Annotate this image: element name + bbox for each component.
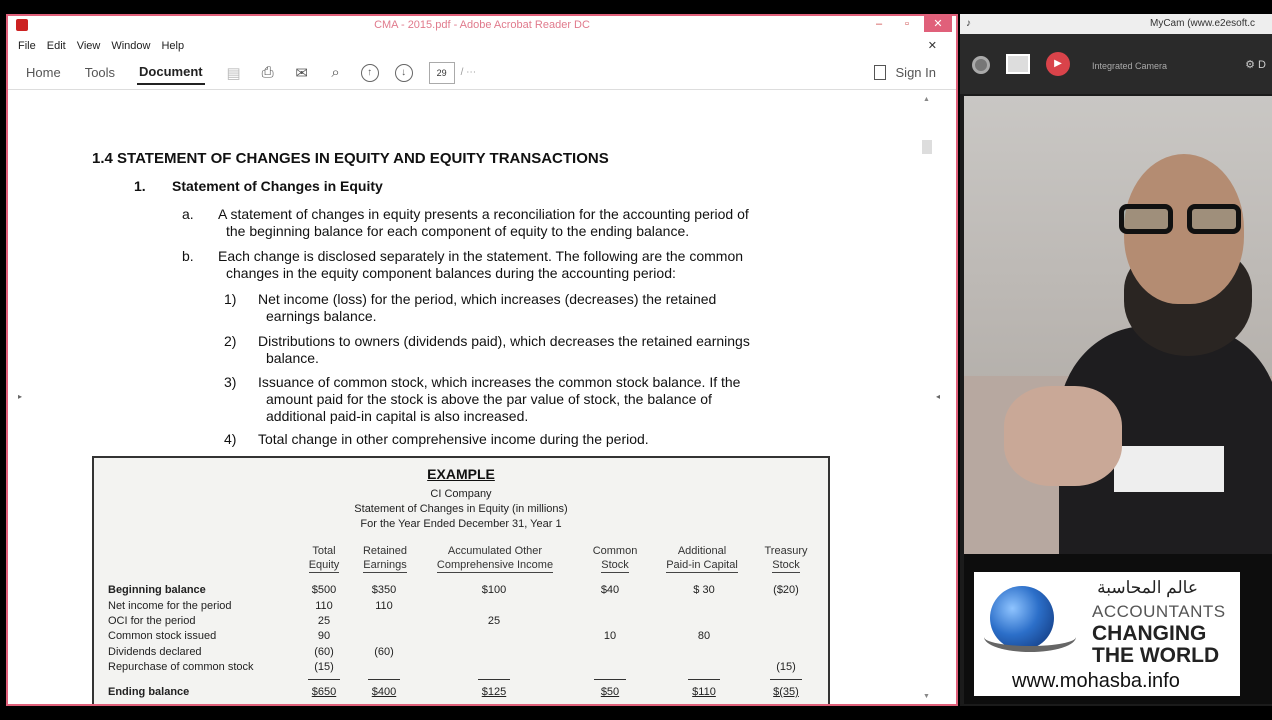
table-cell: $400 (371, 686, 397, 698)
subtotal-rule (770, 679, 802, 680)
table-cell: 110 (315, 600, 333, 612)
logo-url: www.mohasba.info (1012, 670, 1180, 692)
item-text-line: A statement of changes in equity presents a reconciliation for the accounting period of (218, 206, 749, 222)
subitem-text-line: balance. (266, 350, 319, 366)
table-cell: $ 30 (693, 584, 715, 596)
print-icon[interactable]: ⎙ (261, 64, 274, 81)
logo-line3: THE WORLD (1092, 644, 1220, 667)
page-up-icon[interactable]: ↑ (361, 64, 379, 82)
window-controls (868, 16, 952, 32)
save-icon[interactable]: ▤ (226, 64, 241, 82)
subitem-marker: 1) (224, 291, 237, 307)
subtotal-rule (688, 679, 720, 680)
toolbar (8, 56, 956, 90)
subitem-1 (224, 291, 824, 327)
mycam-titlebar (960, 14, 1272, 34)
presenter-glasses (1119, 204, 1245, 234)
close-icon[interactable]: ✕ (924, 16, 952, 32)
acrobat-titlebar (8, 16, 956, 36)
subitem-text-line: additional paid-in capital is also increased. (266, 408, 529, 424)
row-label: Net income for the period (108, 600, 232, 612)
table-cell: 80 (697, 630, 711, 642)
column-header: Total Equity (308, 545, 340, 571)
item-b (182, 248, 822, 284)
table-cell: 10 (603, 630, 617, 642)
row-label: Repurchase of common stock (108, 661, 254, 673)
table-cell: 110 (375, 600, 393, 612)
maximize-icon[interactable]: ▫ (905, 18, 909, 30)
table-cell: $650 (311, 686, 337, 698)
table-cell: (15) (776, 661, 796, 673)
table-cell: 25 (317, 615, 331, 627)
scroll-up-icon[interactable]: ▲ (923, 96, 930, 103)
example-box (92, 456, 830, 704)
tab-home[interactable]: Home (26, 65, 61, 80)
column-header: Additional Paid-in Capital (666, 545, 738, 571)
settings-icon[interactable]: ⚙ D (1245, 59, 1266, 71)
record-icon[interactable] (972, 56, 990, 74)
mycam-title: MyCam (www.e2esoft.c (1150, 18, 1256, 29)
row-label: Ending balance (108, 686, 190, 698)
mycam-toolbar (960, 34, 1272, 94)
subitem-marker: 2) (224, 333, 237, 349)
item-marker: a. (182, 206, 194, 222)
page-total: / ⋯ (460, 67, 477, 78)
presenter-hand (1004, 386, 1122, 486)
menu-bar (8, 36, 956, 56)
page-down-icon[interactable]: ↓ (395, 64, 413, 82)
tab-document[interactable]: Document (137, 60, 205, 85)
sign-in-area (874, 65, 936, 80)
column-header: Treasury Stock (764, 545, 808, 571)
swoosh-icon (984, 622, 1076, 652)
subitem-marker: 3) (224, 374, 237, 390)
subitem-text-line: Distributions to owners (dividends paid), which decreases the retained earnings (258, 333, 750, 349)
minimize-icon[interactable]: – (875, 18, 883, 30)
page-number-input[interactable]: 29 (429, 62, 455, 84)
example-statement: Statement of Changes in Equity (in millions) (354, 503, 568, 515)
camera-selector[interactable]: Integrated Camera (1092, 61, 1168, 71)
item-text-line: the beginning balance for each component of equity to the ending balance. (226, 223, 690, 239)
watermark-logo (974, 572, 1240, 696)
table-cell: $(35) (773, 686, 799, 698)
table-cell: (60) (314, 646, 334, 658)
sign-in-link[interactable]: Sign In (895, 65, 936, 80)
example-company: CI Company (430, 488, 492, 500)
section-heading: 1.4 STATEMENT OF CHANGES IN EQUITY AND EQUITY TRANSACTIONS (92, 150, 609, 167)
row-label: Dividends declared (108, 646, 202, 658)
subitem-marker: 4) (224, 431, 237, 447)
subtotal-rule (308, 679, 340, 680)
menu-view[interactable]: View (76, 40, 101, 52)
logo-line1: ACCOUNTANTS (1092, 602, 1226, 621)
subitem-3 (224, 374, 824, 428)
webcam-video (964, 96, 1272, 554)
window-title: CMA - 2015.pdf - Adobe Acrobat Reader DC (374, 19, 590, 31)
subitem-text-line: earnings balance. (266, 308, 377, 324)
subitem-text-line: Total change in other comprehensive income during the period. (258, 431, 649, 447)
table-cell: (60) (374, 646, 394, 658)
row-label: OCI for the period (108, 615, 196, 627)
logo-line2: CHANGING (1092, 622, 1207, 645)
mycam-app-icon[interactable]: ♪ (966, 18, 971, 29)
subtotal-rule (594, 679, 626, 680)
table-cell: ($20) (773, 584, 799, 596)
column-header: Retained Earnings (362, 545, 408, 571)
table-cell: (15) (314, 661, 334, 673)
search-icon[interactable]: ⌕ (331, 64, 340, 81)
table-cell: $110 (692, 686, 716, 698)
top-strip (0, 0, 1272, 14)
row-label: Beginning balance (108, 584, 206, 596)
table-cell: $125 (481, 686, 507, 698)
subtotal-rule (478, 679, 510, 680)
table-cell: 90 (317, 630, 331, 642)
column-header: Accumulated Other Comprehensive Income (436, 545, 554, 571)
menu-help[interactable]: Help (161, 40, 185, 52)
document-icon[interactable] (874, 65, 886, 80)
paper-prop (1114, 446, 1224, 492)
scroll-thumb[interactable] (922, 140, 932, 154)
table-cell: 25 (487, 615, 501, 627)
subtotal-rule (368, 679, 400, 680)
table-cell: $100 (481, 584, 507, 596)
email-icon[interactable]: ✉ (295, 64, 308, 82)
acrobat-window (6, 14, 958, 706)
subitem-text-line: Issuance of common stock, which increases the common stock balance. If the (258, 374, 741, 390)
tab-tools[interactable]: Tools (84, 65, 116, 80)
subitem-text-line: amount paid for the stock is above the par value of stock, the balance of (266, 391, 712, 407)
vertical-scrollbar[interactable] (920, 92, 934, 704)
subsection-heading: Statement of Changes in Equity (172, 178, 383, 194)
subitem-4 (224, 431, 824, 449)
left-panel-arrow-icon[interactable]: ▸ (18, 392, 23, 401)
example-title: EXAMPLE (427, 466, 495, 482)
menu-edit[interactable]: Edit (46, 40, 66, 52)
snapshot-icon[interactable] (1006, 54, 1030, 74)
table-cell: $40 (600, 584, 620, 596)
play-icon[interactable]: ▶ (1046, 52, 1070, 76)
table-cell: $500 (311, 584, 337, 596)
menu-file[interactable]: File (18, 40, 36, 52)
scroll-down-icon[interactable]: ▼ (923, 693, 930, 700)
right-panel-arrow-icon[interactable]: ◂ (936, 392, 941, 401)
column-header: Common Stock (592, 545, 638, 571)
item-text-line: Each change is disclosed separately in the statement. The following are the common (218, 248, 744, 264)
document-viewport[interactable] (8, 92, 956, 704)
row-label: Common stock issued (108, 630, 217, 642)
example-period: For the Year Ended December 31, Year 1 (360, 518, 562, 530)
item-marker: b. (182, 248, 194, 264)
subitem-2 (224, 333, 824, 369)
item-a (182, 206, 822, 242)
logo-arabic: عالم المحاسبة (1097, 578, 1198, 597)
table-cell: $50 (600, 686, 620, 698)
item-text-line: changes in the equity component balances during the accounting period: (226, 265, 676, 281)
subitem-text-line: Net income (loss) for the period, which increases (decreases) the retained (258, 291, 717, 307)
close-document-icon[interactable]: ✕ (927, 40, 937, 52)
menu-window[interactable]: Window (111, 40, 151, 52)
table-cell: $350 (371, 584, 397, 596)
subsection-number: 1. (134, 178, 146, 194)
pdf-page (92, 92, 852, 704)
